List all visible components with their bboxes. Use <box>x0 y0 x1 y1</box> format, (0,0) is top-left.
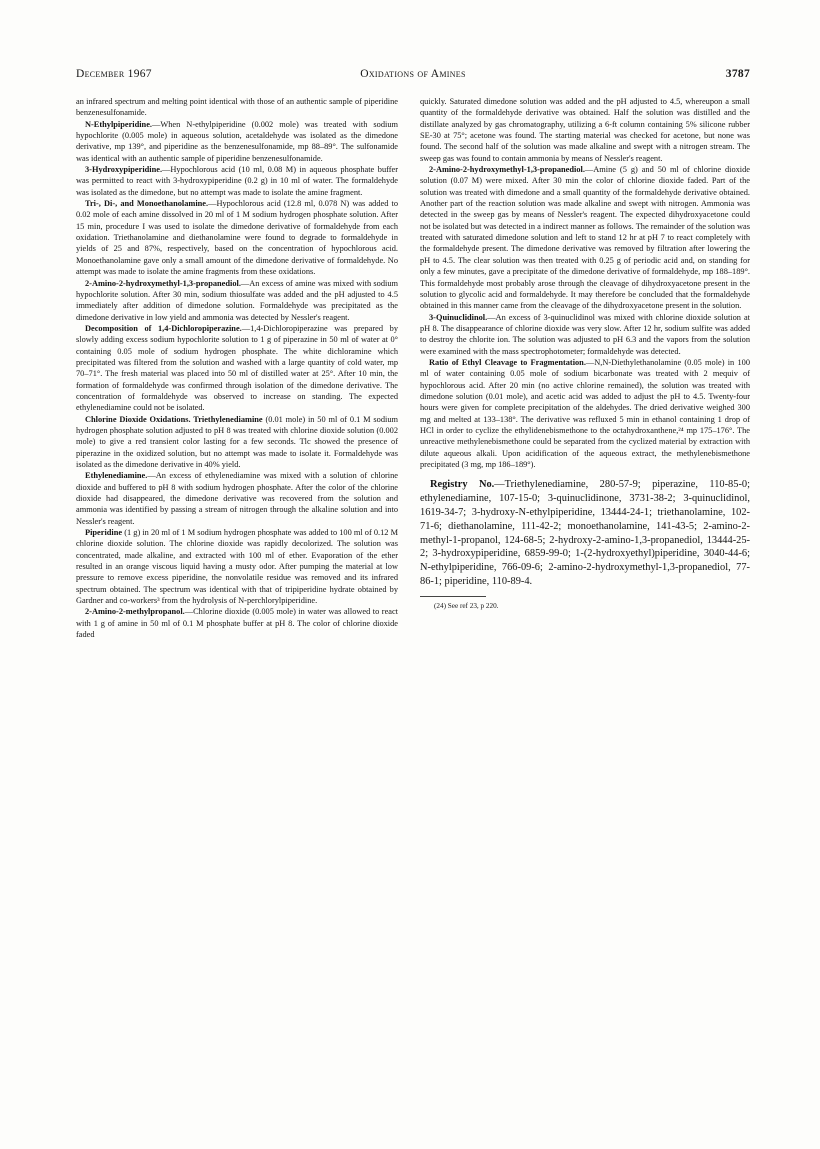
paragraph-heading: Ethylenediamine. <box>85 471 148 481</box>
paragraph-text: —An excess of ethylenediamine was mixed with a solution of chlorine dioxide and buffered to pH 8 with sodium hydrogen phosphate. After the color of the chlorine dioxide had disappeared, the dimedone derivative was recovered from the solution and ammonia was identified by passing a stream of nitrogen through the alkaline solution and into Nessler's reagent. <box>76 471 398 526</box>
paragraph <box>420 312 750 357</box>
paragraph-heading: Chlorine Dioxide Oxidations. Triethylenediamine <box>85 414 263 424</box>
paragraph-heading: Ratio of Ethyl Cleavage to Fragmentation. <box>429 357 586 367</box>
paragraph <box>420 357 750 470</box>
paragraph <box>76 606 398 640</box>
left-column <box>76 96 398 641</box>
page-number: 3787 <box>725 68 750 80</box>
paragraph <box>76 527 398 606</box>
paragraph-text: —Hypochlorous acid (10 ml, 0.08 M) in aqueous phosphate buffer was permitted to react with 3-hydroxypiperidine (0.2 g) in 10 ml of water. The formaldehyde was isolated as the dimedone, but no attempt was made to isolate the amine fragment. <box>76 165 398 197</box>
paragraph-text: quickly. Saturated dimedone solution was added and the pH adjusted to 4.5, whereupon a small quantity of the formaldehyde derivative was obtained. Half the solution was distilled and the distillate analyzed by gas chromatography, utilizing a 6-ft column containing 5% silicone rubber SE-30 at 75°; acetone was found. The starting material was checked for acetone, but none was found. The second half of the solution was made alkaline and swept with a nitrogen stream. The sweep gas was found to contain ammonia by means of Nessler's reagent. <box>420 97 750 163</box>
right-column <box>420 96 750 611</box>
paragraph-text: —1,4-Dichloropiperazine was prepared by slowly adding excess sodium hypochlorite solution to 1 g of piperazine in 50 ml of water at 0° containing 0.05 mole of sodium hydrogen phosphate. The white dichloramine which precipitated was filtered from the solution and washed with a large quantity of cold water, mp 70–71°. The fresh material was placed into 50 ml of distilled water at 25°. After 10 min, the formation of formaldehyde was confirmed through isolation of the dimedone derivative. The concentration of formaldehyde was observed to increase on standing. The expected ethylenediamine could not be isolated. <box>76 323 398 413</box>
registry-text: —Triethylenediamine, 280-57-9; piperazine, 110-85-0; ethylenediamine, 107-15-0; 3-quinuclidinone, 3731-38-2; 3-quinuclidinol, 1619-34-7; 3-hydroxy-N-ethylpiperidine, 13444-24-1; triethanolamine, 102-71-6; diethanolamine, 111-42-2; monoethanolamine, 141-43-5; 2-amino-2-methyl-1-propanol, 124-68-5; 2-hydroxy-2-amino-1,3-propanediol, 13444-25-2; 3-hydroxypiperidine, 6859-99-0; 1-(2-hydroxyethyl)piperidine, 3040-44-6; N-ethylpiperidine, 766-09-6; 2-amino-2-hydroxymethyl-1,3-propanediol, 77-86-1; piperidine, 110-89-4. <box>420 479 750 587</box>
paragraph-heading: N-Ethylpiperidine. <box>85 119 152 129</box>
paragraph-text: —Hypochlorous acid (12.8 ml, 0.078 N) was added to 0.02 mole of each amine dissolved in 20 ml of 1 M sodium hydrogen phosphate solution. After 15 min, procedure I was used to isolate the dimedone derivative of formaldehyde from each oxidation. Triethanolamine and diethanolamine were found to degrade to formaldehyde in yields of 25 and 87%, respectively, based on the concentration of hypochlorous acid. Monoethanolamine gave only a small amount of the dimedone derivative of formaldehyde. No attempt was made to isolate the amine fragments from these oxidations. <box>76 199 399 277</box>
paragraph-text: (0.01 mole) in 50 ml of 0.1 M sodium hydrogen phosphate solution adjusted to pH 8 was treated with chlorine dioxide solution (0.002 mole) to give a red transient color lasting for a few seconds. Tlc showed the presence of piperazine in the oxidized solution, but no attempt was made to isolate it. Formaldehyde was isolated as the dimedone derivative in 40% yield. <box>76 414 398 469</box>
header-date: December 1967 <box>76 68 152 80</box>
registry-heading: Registry No. <box>430 479 495 491</box>
header-title: Oxidations of Amines <box>360 68 466 80</box>
paragraph-text: —An excess of amine was mixed with sodium hypochlorite solution. After 30 min, sodium thiosulfate was added and the pH adjusted to 4.5 immediately after addition of dimedone solution. Formaldehyde was precipitated as the dimedone derivative in low yield and ammonia was detected by Nessler's reagent. <box>76 278 398 322</box>
paragraph-heading: 3-Hydroxypiperidine. <box>85 165 163 175</box>
paragraph <box>76 96 398 119</box>
paragraph-heading: 2-Amino-2-methylpropanol. <box>85 607 185 617</box>
paragraph-text: —N,N-Diethylethanolamine (0.05 mole) in 100 ml of water containing 0.05 mole of sodium bicarbonate was treated with 2 mequiv of hypochlorous acid. After 20 min (no active chlorine remained), the solution was treated with dimedone solution (0.01 mole), and acetic acid was added to adjust the pH to 4.5. Twenty-four hours were given for complete precipitation of the aldehydes. The dried derivative weighed 300 mg and melted at 133–138°. The derivative was refluxed 5 min in ethanol containing 1 drop of HCl in order to cyclize the ethylidenebismethone to the octahydroxanthene,²⁴ mp 175–176°. The unreactive methylenebismethone could be separated from the cyclized material by extraction with dilute aqueous alkali. Upon acidification of the aqueous extract, the methylenebismethone precipitated (3 mg, mp 186–189°). <box>420 357 750 469</box>
paragraph <box>76 470 398 527</box>
paragraph-heading: Decomposition of 1,4-Dichloropiperazine. <box>85 323 242 333</box>
paragraph-text: —Chlorine dioxide (0.005 mole) in water was allowed to react with 1 g of amine in 50 ml of 0.1 M phosphate buffer at pH 8. The color of chlorine dioxide faded <box>76 607 398 640</box>
footnote: (24) See ref 23, p 220. <box>434 601 499 610</box>
paragraph <box>76 119 398 164</box>
paragraph-text: —Amine (5 g) and 50 ml of chlorine dioxide solution (0.07 M) were mixed. After 30 min the color of chlorine dioxide faded. Part of the solution was treated with dimedone and a small quantity of the formaldehyde derivative obtained. Another part of the reaction solution was made alkaline and swept with nitrogen. Ammonia was detected in the sweep gas by means of Nessler's reagent. The expected dihydroxyacetone could not be isolated but was detected in a indirect manner as follows. The remainder of the solution was treated with saturated dimedone solution and left to stand 12 hr at pH 7 to react completely with the formaldehyde present. The dimedone derivative was removed by filtration after lowering the pH to 4.5. The clear solution was then treated with 0.25 g of periodic acid and, on standing for only a few minutes, gave a precipitate of the dimedone derivative of formaldehyde, mp 188–189°. This formaldehyde most probably arose through the cleavage of dihydroxyacetone present in the solution to glycolic acid and formaldehyde. It may therefore be concluded that the formaldehyde obtained in this manner came from the cleavage of the dihydroxyacetone present in the solution. <box>420 165 750 311</box>
paragraph <box>420 96 750 164</box>
paragraph-text: —An excess of 3-quinuclidinol was mixed with chlorine dioxide solution at pH 8. The disappearance of chlorine dioxide was very slow. After 12 hr, sodium sulfite was added to destroy the chlorite ion. The solution was adjusted to pH 6.3 and the vapors from the solution were examined with the mass spectrophotometer; formaldehyde was detected. <box>420 312 750 356</box>
paragraph-text: (1 g) in 20 ml of 1 M sodium hydrogen phosphate was added to 100 ml of 0.12 M chlorine dioxide solution. The chlorine dioxide was rapidly decolorized. The solution was concentrated, made alkaline, and extracted with 100 ml of ether. Evaporation of the ether resulted in an orange viscous liquid having a musty odor. After pumping the material at low pressure to remove excess piperidine, the nonvolatile residue was removed and its infrared spectrum obtained. The spectrum was identical with that of tripiperidine hydrate obtained by Gardner and co-workers³ from the hydrolysis of N-perchlorylpiperidine. <box>76 528 398 606</box>
paragraph <box>76 164 398 198</box>
paragraph <box>420 164 750 311</box>
paragraph <box>76 323 398 414</box>
registry-numbers <box>420 478 750 588</box>
paragraph-text: —When N-ethylpiperidine (0.002 mole) was treated with sodium hypochlorite (0.005 mole) in aqueous solution, acetaldehyde was isolated as the dimedone derivative, mp 139°, and piperidine as the benzenesulfonamide, mp 88–89°. The sulfonamide was identical with an authentic sample of piperidine benzenesulfonamide. <box>76 119 398 163</box>
paragraph <box>76 278 398 323</box>
paragraph-heading: 2-Amino-2-hydroxymethyl-1,3-propanediol. <box>429 165 585 175</box>
paragraph-heading: Tri-, Di-, and Monoethanolamine. <box>85 199 209 209</box>
paragraph-text: an infrared spectrum and melting point identical with those of an authentic sample of piperidine benzenesulfonamide. <box>76 97 398 118</box>
paragraph-heading: Piperidine <box>85 528 123 538</box>
paragraph-heading: 3-Quinuclidinol. <box>429 312 488 322</box>
footnote-divider <box>420 596 486 597</box>
paragraph <box>76 414 398 471</box>
paragraph-heading: 2-Amino-2-hydroxymethyl-1,3-propanediol. <box>85 278 241 288</box>
running-header <box>76 68 750 84</box>
paragraph <box>76 198 398 277</box>
